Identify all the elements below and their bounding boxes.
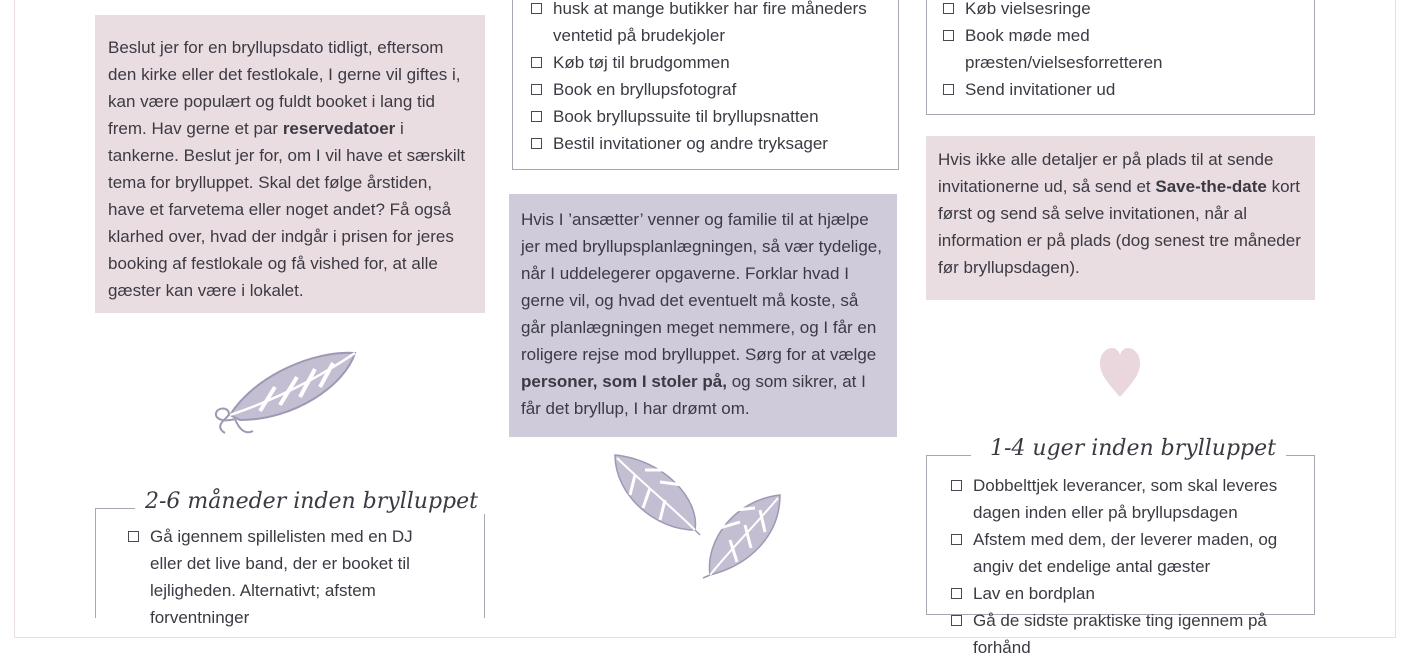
feather-icon	[205, 345, 375, 445]
tip-save-the-date-text: Hvis ikke alle detaljer er på plads til at sende invitationerne ud, så send et Save-the-date kort først og send så selve invitationen, når al information er på plads (dog senest tre måneder før bryllupsdagen).	[938, 150, 1301, 277]
list-item: Book møde med præsten/vielsesforretteren	[941, 22, 1261, 76]
section-2-6-top-left-line	[95, 508, 135, 509]
section-1-4-top-right-line	[1283, 455, 1315, 456]
list-item: Bestil invitationer og andre tryksager	[529, 130, 886, 157]
tip-helpers	[509, 194, 897, 437]
section-2-6-list	[126, 523, 444, 631]
leaf-icon	[605, 450, 795, 580]
list-item: Dobbelttjek leverancer, som skal leveres dagen inden eller på bryllupsdagen	[949, 472, 1300, 526]
heart-icon	[1098, 345, 1142, 399]
section-1-4-list	[949, 472, 1300, 661]
checklist-right-top	[926, 0, 1315, 115]
list-item: Køb tøj til brudgommen	[529, 49, 886, 76]
section-1-4-top-left-line	[926, 455, 971, 456]
checklist-middle-top	[512, 0, 899, 170]
tip-wedding-date-text: Beslut jer for en bryllupsdato tidligt, eftersom den kirke eller det festlokale, I gerne vil giftes i, kan være populært og fuldt booket i lang tid frem. Hav gerne et par reservedatoer i tankerne. Beslut jer for, om I vil have et særskilt tema for brylluppet. Skal det følge årstiden, have et farvetema eller noget andet? Få også klarhed over, hvad der indgår i prisen for jeres booking af festlokale og få vished for, at alle gæster kan være i lokalet.	[108, 38, 466, 300]
section-2-6-months	[95, 508, 485, 627]
section-1-4-weeks	[926, 455, 1315, 657]
list-item: Book en bryllupsfotograf	[529, 76, 886, 103]
section-2-6-title: 2-6 måneder inden brylluppet	[135, 489, 488, 514]
tip-helpers-text: Hvis I ’ansætter’ venner og familie til at hjælpe jer med bryllupsplanlægningen, så vær tydelige, når I uddelegerer opgaverne. Forklar hvad I gerne vil, og hvad det eventuelt må koste, så går planlægningen meget nemmere, og I får en roligere rejse mod brylluppet. Sørg for at vælge personer, som I stoler på, og som sikrer, at I får det bryllup, I har drømt om.	[521, 210, 882, 418]
section-1-4-title: 1-4 uger inden brylluppet	[980, 436, 1286, 461]
checklist-middle-top-list	[529, 0, 886, 157]
list-item: Send invitationer ud	[941, 76, 1261, 103]
checklist-right-top-list	[941, 0, 1261, 103]
list-item: Køb vielsesringe	[941, 0, 1261, 22]
list-item: Afstem med dem, der leverer maden, og angiv det endelige antal gæster	[949, 526, 1300, 580]
list-item: husk at mange butikker har fire måneders ventetid på brudekjoler	[529, 0, 886, 49]
list-item: Book bryllupssuite til bryllupsnatten	[529, 103, 886, 130]
tip-save-the-date	[926, 136, 1315, 300]
list-item: Gå de sidste praktiske ting igennem på forhånd	[949, 607, 1300, 661]
list-item: Gå igennem spillelisten med en DJ eller det live band, der er booket til lejligheden. Alternativt; afstem forventninger	[126, 523, 444, 631]
list-item: Lav en bordplan	[949, 580, 1300, 607]
tip-wedding-date	[95, 15, 485, 313]
